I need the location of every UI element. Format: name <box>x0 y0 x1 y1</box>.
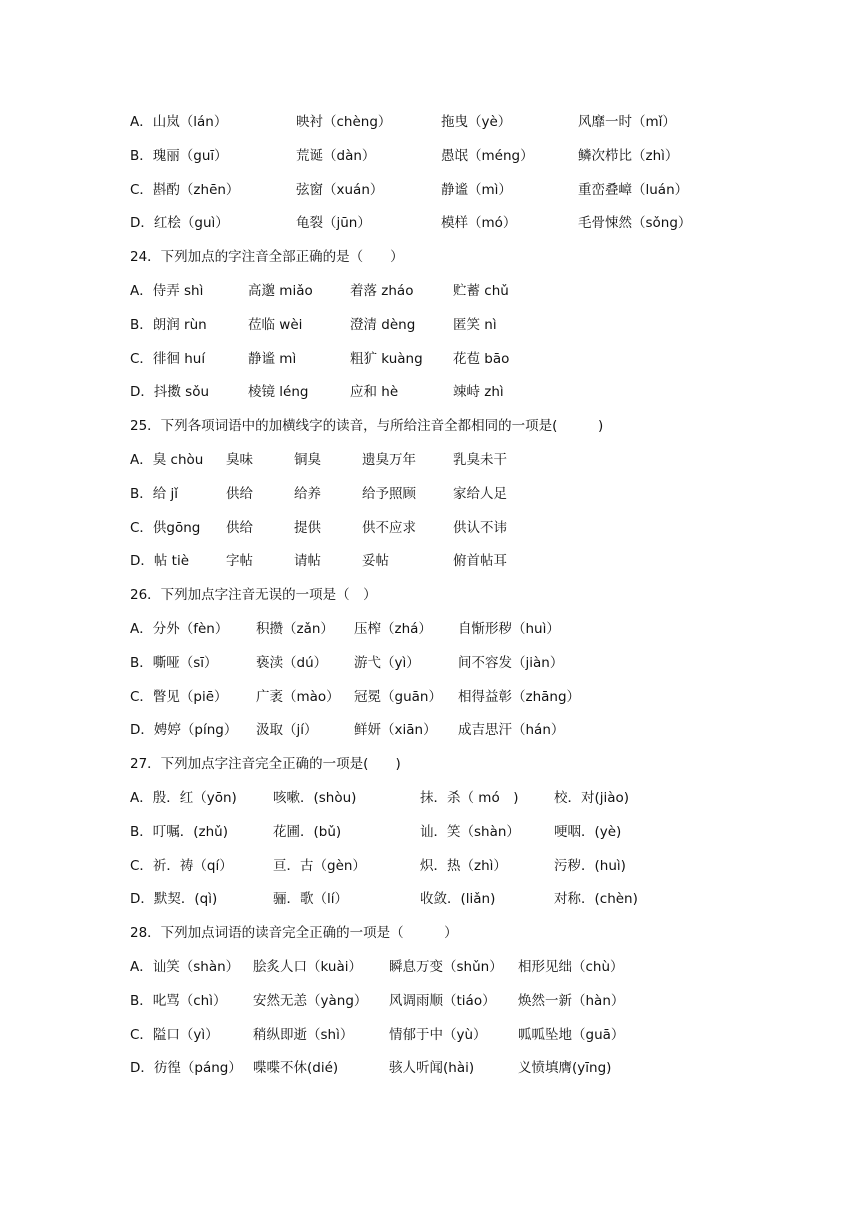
option-item: 校．对(jiào) <box>554 790 630 806</box>
option-label-item: D．帖 tiè <box>130 553 190 570</box>
option-item: 炽．热（zhì） <box>420 857 507 874</box>
option-label-item: B．瑰丽（guī） <box>130 147 228 164</box>
option-item: 风靡一时（mǐ） <box>578 114 676 130</box>
option-label-item: C．徘徊 huí <box>130 350 206 367</box>
option-item: 高邈 miǎo <box>248 283 313 299</box>
option-item: 俯首帖耳 <box>453 553 507 570</box>
question-text: 27．下列加点字注音完全正确的一项是( ) <box>130 756 401 773</box>
option-row <box>0 482 860 506</box>
option-item: 龟裂（jūn） <box>296 215 371 232</box>
option-label-item: B．给 jǐ <box>130 485 179 502</box>
option-item: 遗臭万年 <box>362 452 416 468</box>
option-row <box>0 211 860 235</box>
option-row <box>0 110 860 134</box>
option-item: 汲取（jí） <box>256 722 318 739</box>
option-item: 讪．笑（shàn） <box>420 823 520 840</box>
option-item: 棱镜 léng <box>248 384 309 401</box>
option-row <box>0 718 860 742</box>
option-item: 供给 <box>226 519 253 536</box>
option-label-item: A．山岚（lán） <box>130 114 228 130</box>
option-item: 稍纵即逝（shì） <box>253 1026 354 1043</box>
option-item: 拖曳（yè） <box>441 114 512 130</box>
option-item: 间不容发（jiàn） <box>458 654 564 671</box>
option-item: 给养 <box>294 485 321 502</box>
option-item: 供给 <box>226 485 253 502</box>
option-row <box>0 178 860 202</box>
option-row <box>0 887 860 911</box>
option-item: 供认不讳 <box>453 519 507 536</box>
option-row <box>0 989 860 1013</box>
option-item: 成吉思汗（hán） <box>458 722 565 739</box>
option-item: 映衬（chèng） <box>296 114 392 130</box>
option-label-item: B．叱骂（chì） <box>130 992 227 1009</box>
option-item: 妥帖 <box>362 553 389 570</box>
option-item: 粗犷 kuàng <box>350 350 423 367</box>
option-label-item: C．隘口（yì） <box>130 1026 219 1043</box>
option-label-item: A．分外（fèn） <box>130 621 229 637</box>
option-item: 荒诞（dàn） <box>296 147 376 164</box>
question-text: 24．下列加点的字注音全部正确的是（ ） <box>130 249 404 266</box>
option-label-item: A．讪笑（shàn） <box>130 959 240 975</box>
option-item: 哽咽．(yè) <box>554 823 622 840</box>
option-item: 情郁于中（yù） <box>389 1026 487 1043</box>
option-item: 广袤（mào） <box>256 688 340 705</box>
option-item: 抹．杀（ mó ) <box>420 790 519 806</box>
option-item: 竦峙 zhì <box>453 384 504 401</box>
option-item: 收敛．(liǎn) <box>420 891 496 908</box>
option-row <box>0 313 860 337</box>
question-text: 25．下列各项词语中的加横线字的读音，与所给注音全都相同的一项是( ) <box>130 418 604 435</box>
option-label-item: C．祈．祷（qí） <box>130 857 233 874</box>
option-label-item: B．嘶哑（sī） <box>130 654 218 671</box>
option-item: 静谧 mì <box>248 350 297 367</box>
option-label-item: A．殷．红（yōn) <box>130 790 237 806</box>
option-item: 相得益彰（zhāng） <box>458 688 581 705</box>
option-label-item: C．供gōng <box>130 519 201 536</box>
option-row <box>0 955 860 979</box>
option-row <box>0 651 860 675</box>
question-line <box>0 245 860 269</box>
option-row <box>0 854 860 878</box>
option-item: 脍炙人口（kuài） <box>253 959 362 975</box>
option-label-item: B．叮嘱．(zhǔ) <box>130 823 228 840</box>
option-item: 相形见绌（chù） <box>518 959 624 975</box>
option-row <box>0 786 860 810</box>
option-row <box>0 347 860 371</box>
option-item: 骇人听闻(hài) <box>389 1060 475 1077</box>
option-item: 呱呱坠地（guā） <box>518 1026 625 1043</box>
option-row <box>0 380 860 404</box>
option-label-item: D．默契．(qì) <box>130 891 218 908</box>
option-item: 供不应求 <box>362 519 416 536</box>
option-item: 乳臭未干 <box>453 452 507 468</box>
option-item: 咳嗽．(shòu) <box>273 790 357 806</box>
option-item: 模样（mó） <box>441 215 517 232</box>
option-label-item: D．红桧（guì） <box>130 215 229 232</box>
option-item: 臭味 <box>226 452 253 468</box>
option-item: 铜臭 <box>294 452 321 468</box>
option-row <box>0 549 860 573</box>
option-item: 压榨（zhá） <box>354 621 432 637</box>
option-item: 贮蓄 chǔ <box>453 283 509 299</box>
option-item: 着落 zháo <box>350 283 414 299</box>
option-label-item: D．抖擞 sǒu <box>130 384 210 401</box>
option-item: 对称．(chèn) <box>554 891 638 908</box>
option-row <box>0 617 860 641</box>
option-item: 义愤填膺(yīng) <box>518 1060 612 1077</box>
option-item: 重峦叠嶂（luán） <box>578 181 689 198</box>
option-item: 应和 hè <box>350 384 399 401</box>
option-item: 弦窗（xuán） <box>296 181 384 198</box>
option-item: 鲜妍（xiān） <box>354 722 437 739</box>
option-item: 焕然一新（hàn） <box>518 992 625 1009</box>
option-item: 莅临 wèi <box>248 316 303 333</box>
option-row <box>0 279 860 303</box>
option-item: 毛骨悚然（sǒng） <box>578 215 692 232</box>
question-text: 28．下列加点词语的读音完全正确的一项是（ ） <box>130 925 458 942</box>
option-item: 字帖 <box>226 553 253 570</box>
option-item: 污秽．(huì) <box>554 857 626 874</box>
question-line <box>0 921 860 945</box>
option-label-item: A．臭 chòu <box>130 452 204 468</box>
option-item: 给予照顾 <box>362 485 416 502</box>
question-line <box>0 752 860 776</box>
option-item: 愚氓（méng） <box>441 147 534 164</box>
option-row <box>0 1023 860 1047</box>
option-item: 游弋（yì） <box>354 654 420 671</box>
option-row <box>0 448 860 472</box>
option-item: 瞬息万变（shǔn） <box>389 959 503 975</box>
option-row <box>0 144 860 168</box>
option-item: 骊．歌（lí） <box>273 891 349 908</box>
option-item: 积攒（zǎn） <box>256 621 334 637</box>
option-item: 匿笑 nì <box>453 316 497 333</box>
option-item: 静谧（mì） <box>441 181 512 198</box>
option-item: 鳞次栉比（zhì） <box>578 147 679 164</box>
option-row <box>0 1056 860 1080</box>
question-text: 26．下列加点字注音无误的一项是（ ） <box>130 587 377 604</box>
option-item: 花圃．(bǔ) <box>273 823 342 840</box>
option-item: 请帖 <box>294 553 321 570</box>
question-line <box>0 583 860 607</box>
option-item: 喋喋不休(dié) <box>253 1060 339 1077</box>
option-item: 澄清 dèng <box>350 316 416 333</box>
option-item: 安然无恙（yàng） <box>253 992 368 1009</box>
option-label-item: C．斟酌（zhēn） <box>130 181 240 198</box>
option-label-item: C．瞥见（piē） <box>130 688 228 705</box>
option-row <box>0 685 860 709</box>
option-item: 亵渎（dú） <box>256 654 328 671</box>
option-label-item: A．侍弄 shì <box>130 283 204 299</box>
option-item: 亘．古（gèn） <box>273 857 366 874</box>
option-item: 花苞 bāo <box>453 350 510 367</box>
option-row <box>0 516 860 540</box>
option-item: 风调雨顺（tiáo） <box>389 992 496 1009</box>
option-item: 冠冕（guān） <box>354 688 442 705</box>
option-label-item: D．娉婷（píng） <box>130 722 238 739</box>
option-item: 提供 <box>294 519 321 536</box>
option-label-item: B．朗润 rùn <box>130 316 207 333</box>
option-item: 自惭形秽（huì） <box>458 621 560 637</box>
option-label-item: D．彷徨（páng） <box>130 1060 242 1077</box>
option-item: 家给人足 <box>453 485 507 502</box>
option-row <box>0 820 860 844</box>
question-line <box>0 414 860 438</box>
